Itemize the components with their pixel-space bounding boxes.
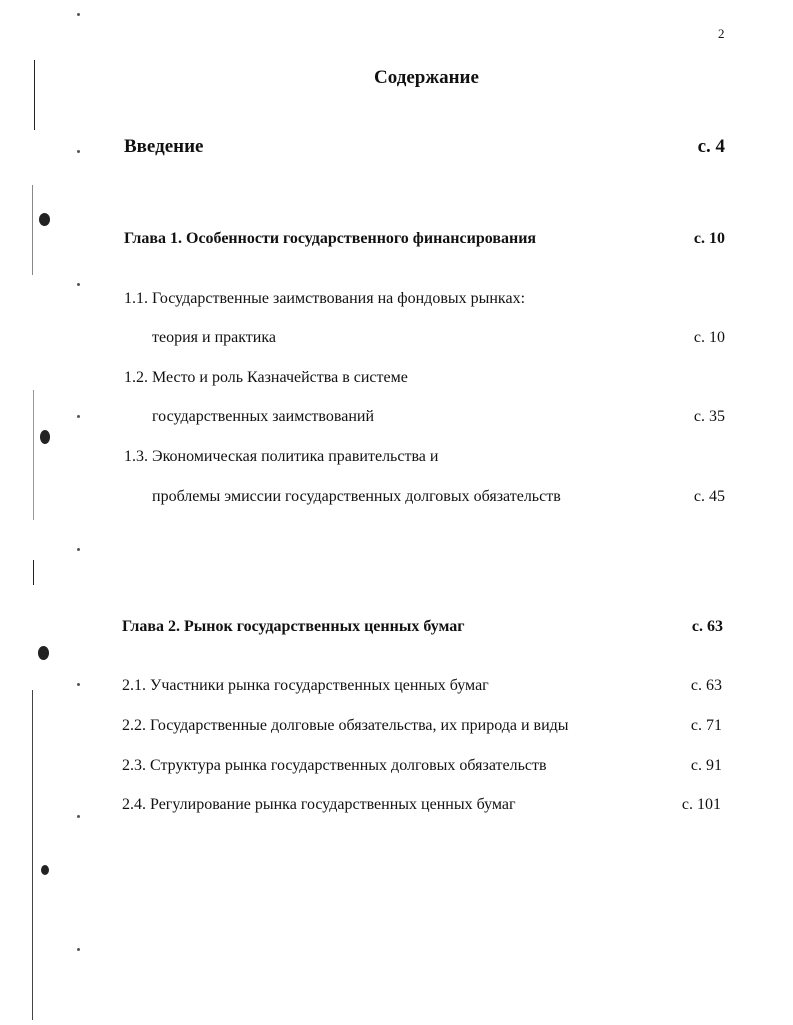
toc-section-1-2-page: с. 35 xyxy=(693,408,725,425)
toc-section-1-3-line1[interactable]: 1.3. Экономическая политика правительства и xyxy=(124,448,439,465)
toc-introduction-page: с. 4 xyxy=(697,136,725,157)
toc-section-1-3-page: с. 45 xyxy=(693,488,725,505)
toc-section-1-1-line2[interactable]: теория и практика xyxy=(152,329,276,346)
toc-section-2-4[interactable]: 2.4. Регулирование рынка государственных ценных бумаг xyxy=(122,796,516,813)
page-title: Содержание xyxy=(374,67,479,88)
toc-introduction-label[interactable]: Введение xyxy=(124,136,204,157)
toc-section-2-1[interactable]: 2.1. Участники рынка государственных ценных бумаг xyxy=(122,677,489,694)
toc-chapter2-page: с. 63 xyxy=(691,618,723,635)
toc-chapter1-title[interactable]: Глава 1. Особенности государственного финансирования xyxy=(124,230,537,247)
toc-section-1-1-line1[interactable]: 1.1. Государственные заимствования на фондовых рынках: xyxy=(124,290,526,307)
toc-section-2-1-page: с. 63 xyxy=(690,677,722,694)
toc-section-1-3-line2[interactable]: проблемы эмиссии государственных долговых обязательств xyxy=(152,488,561,505)
toc-section-2-4-page: с. 101 xyxy=(681,796,721,813)
toc-chapter2-title[interactable]: Глава 2. Рынок государственных ценных бумаг xyxy=(122,618,465,635)
toc-chapter1-page: с. 10 xyxy=(693,230,725,247)
toc-section-2-2[interactable]: 2.2. Государственные долговые обязательства, их природа и виды xyxy=(122,717,569,734)
toc-section-2-2-page: с. 71 xyxy=(690,717,722,734)
toc-section-2-3[interactable]: 2.3. Структура рынка государственных долговых обязательств xyxy=(122,757,547,774)
toc-section-1-2-line2[interactable]: государственных заимствований xyxy=(152,408,374,425)
toc-section-1-1-page: с. 10 xyxy=(693,329,725,346)
toc-section-1-2-line1[interactable]: 1.2. Место и роль Казначейства в системе xyxy=(124,369,408,386)
toc-section-2-3-page: с. 91 xyxy=(690,757,722,774)
page-number: 2 xyxy=(718,26,725,41)
